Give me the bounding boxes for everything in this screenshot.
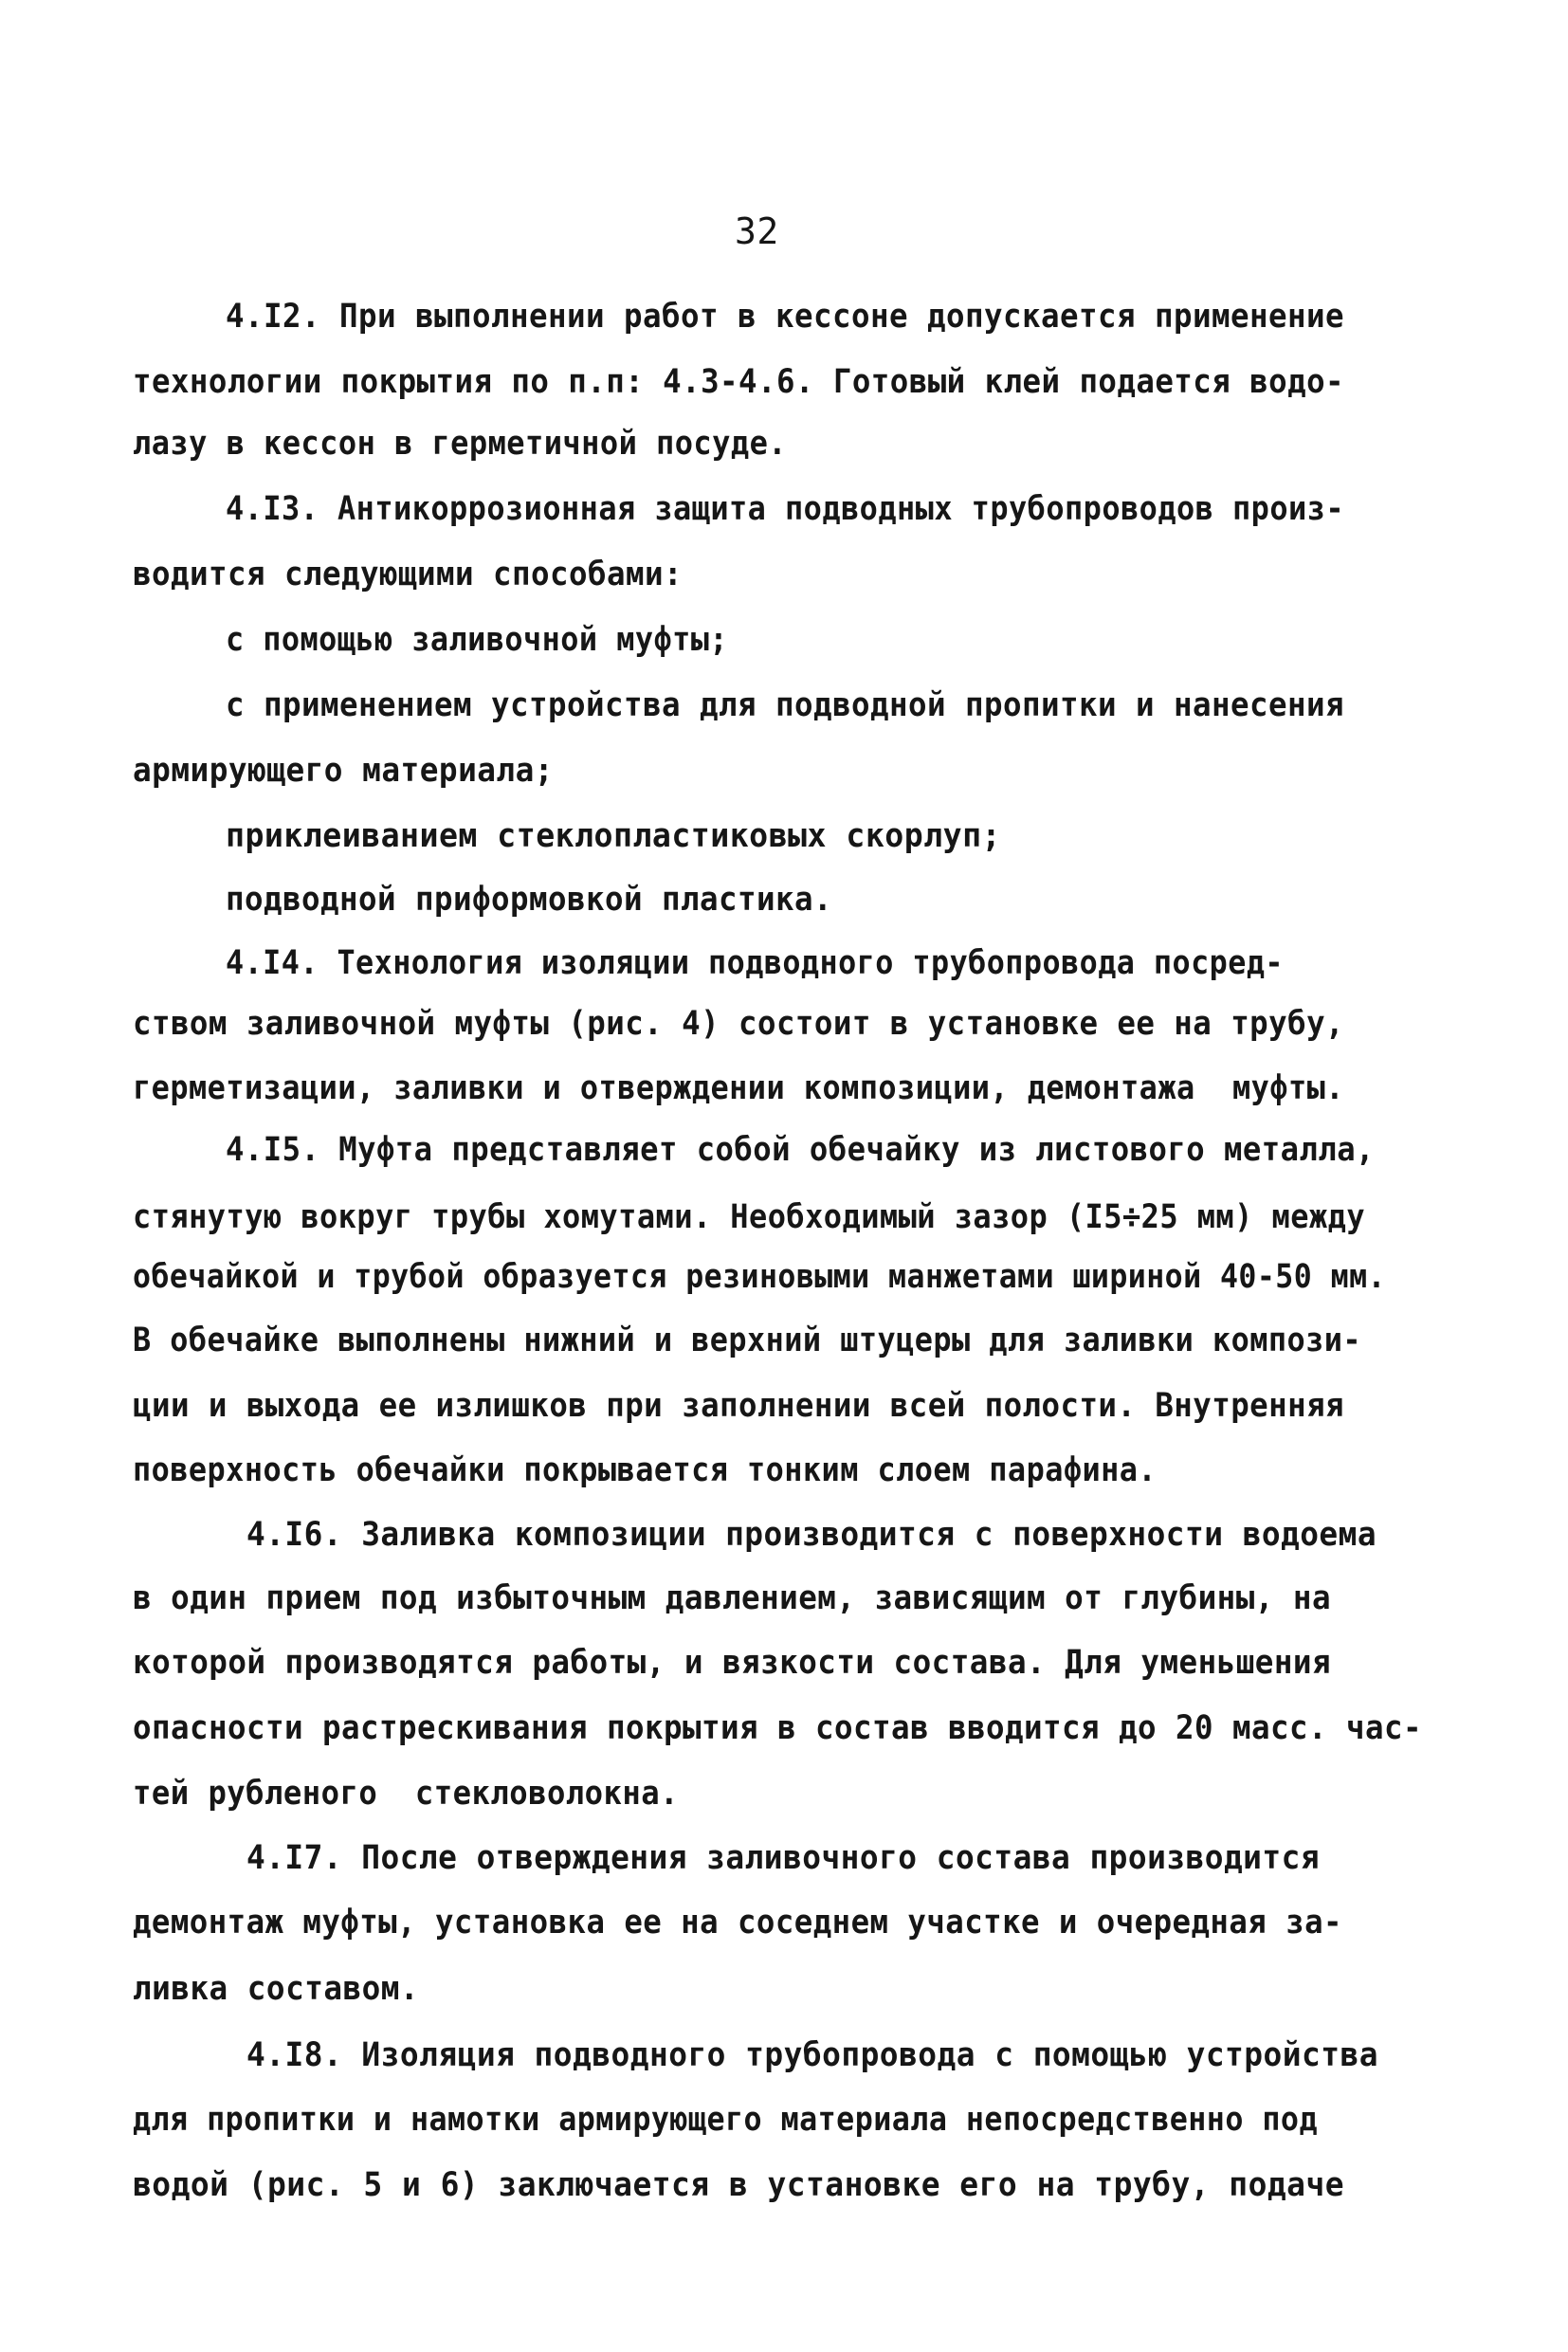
text-line: 4.I3. Антикоррозионная защита подводных трубопроводов произ- xyxy=(226,490,1345,528)
page-number: 32 xyxy=(735,210,779,252)
text-line: приклеиванием стеклопластиковых скорлуп; xyxy=(226,817,1002,855)
text-line: с применением устройства для подводной пропитки и нанесения xyxy=(226,686,1344,724)
text-line: опасности растрескивания покрытия в состав вводится до 20 масс. час- xyxy=(133,1709,1422,1747)
text-line: В обечайке выполнены нижний и верхний штуцеры для заливки компози- xyxy=(133,1322,1362,1359)
text-line: лазу в кессон в герметичной посуде. xyxy=(133,425,788,463)
text-line: 4.I4. Технология изоляции подводного трубопровода посред- xyxy=(226,944,1284,982)
text-line: ством заливочной муфты (рис. 4) состоит в установке ее на трубу, xyxy=(133,1005,1345,1043)
text-line: 4.I8. Изоляция подводного трубопровода с помощью устройства xyxy=(246,2036,1378,2074)
text-line: для пропитки и намотки армирующего материала непосредственно под xyxy=(133,2101,1318,2139)
text-line: технологии покрытия по п.п: 4.3-4.6. Готовый клей подается водо- xyxy=(133,363,1345,401)
text-line: 4.I5. Муфта представляет собой обечайку из листового металла, xyxy=(226,1131,1375,1169)
text-line: с помощью заливочной муфты; xyxy=(226,621,728,659)
text-line: в один прием под избыточным давлением, зависящим от глубины, на xyxy=(133,1579,1332,1617)
text-line: поверхность обечайки покрывается тонким слоем парафина. xyxy=(133,1451,1158,1489)
text-line: армирующего материала; xyxy=(133,752,554,790)
text-line: которой производятся работы, и вязкости состава. Для уменьшения xyxy=(133,1644,1332,1682)
text-line: 4.I7. После отверждения заливочного состава производится xyxy=(246,1839,1321,1877)
text-line: водой (рис. 5 и 6) заключается в установке его на трубу, подаче xyxy=(133,2166,1345,2204)
text-line: водится следующими способами: xyxy=(133,556,683,593)
text-line: демонтаж муфты, установка ее на соседнем участке и очередная за- xyxy=(133,1904,1342,1942)
text-line: тей рубленого стекловолокна. xyxy=(133,1775,679,1813)
text-line: подводной приформовкой пластика. xyxy=(226,881,832,919)
text-line: ции и выхода ее излишков при заполнении всей полости. Внутренняя xyxy=(133,1387,1345,1425)
text-line: стянутую вокруг трубы хомутами. Необходимый зазор (I5÷25 мм) между xyxy=(133,1198,1366,1236)
text-line: ливка составом. xyxy=(133,1970,419,2008)
text-line: 4.I2. При выполнении работ в кессоне допускается применение xyxy=(226,298,1344,336)
text-line: 4.I6. Заливка композиции производится с поверхности водоема xyxy=(246,1516,1377,1554)
text-line: герметизации, заливки и отверждении композиции, демонтажа муфты. xyxy=(133,1069,1344,1107)
text-line: обечайкой и трубой образуется резиновыми манжетами шириной 40-50 мм. xyxy=(133,1258,1386,1296)
